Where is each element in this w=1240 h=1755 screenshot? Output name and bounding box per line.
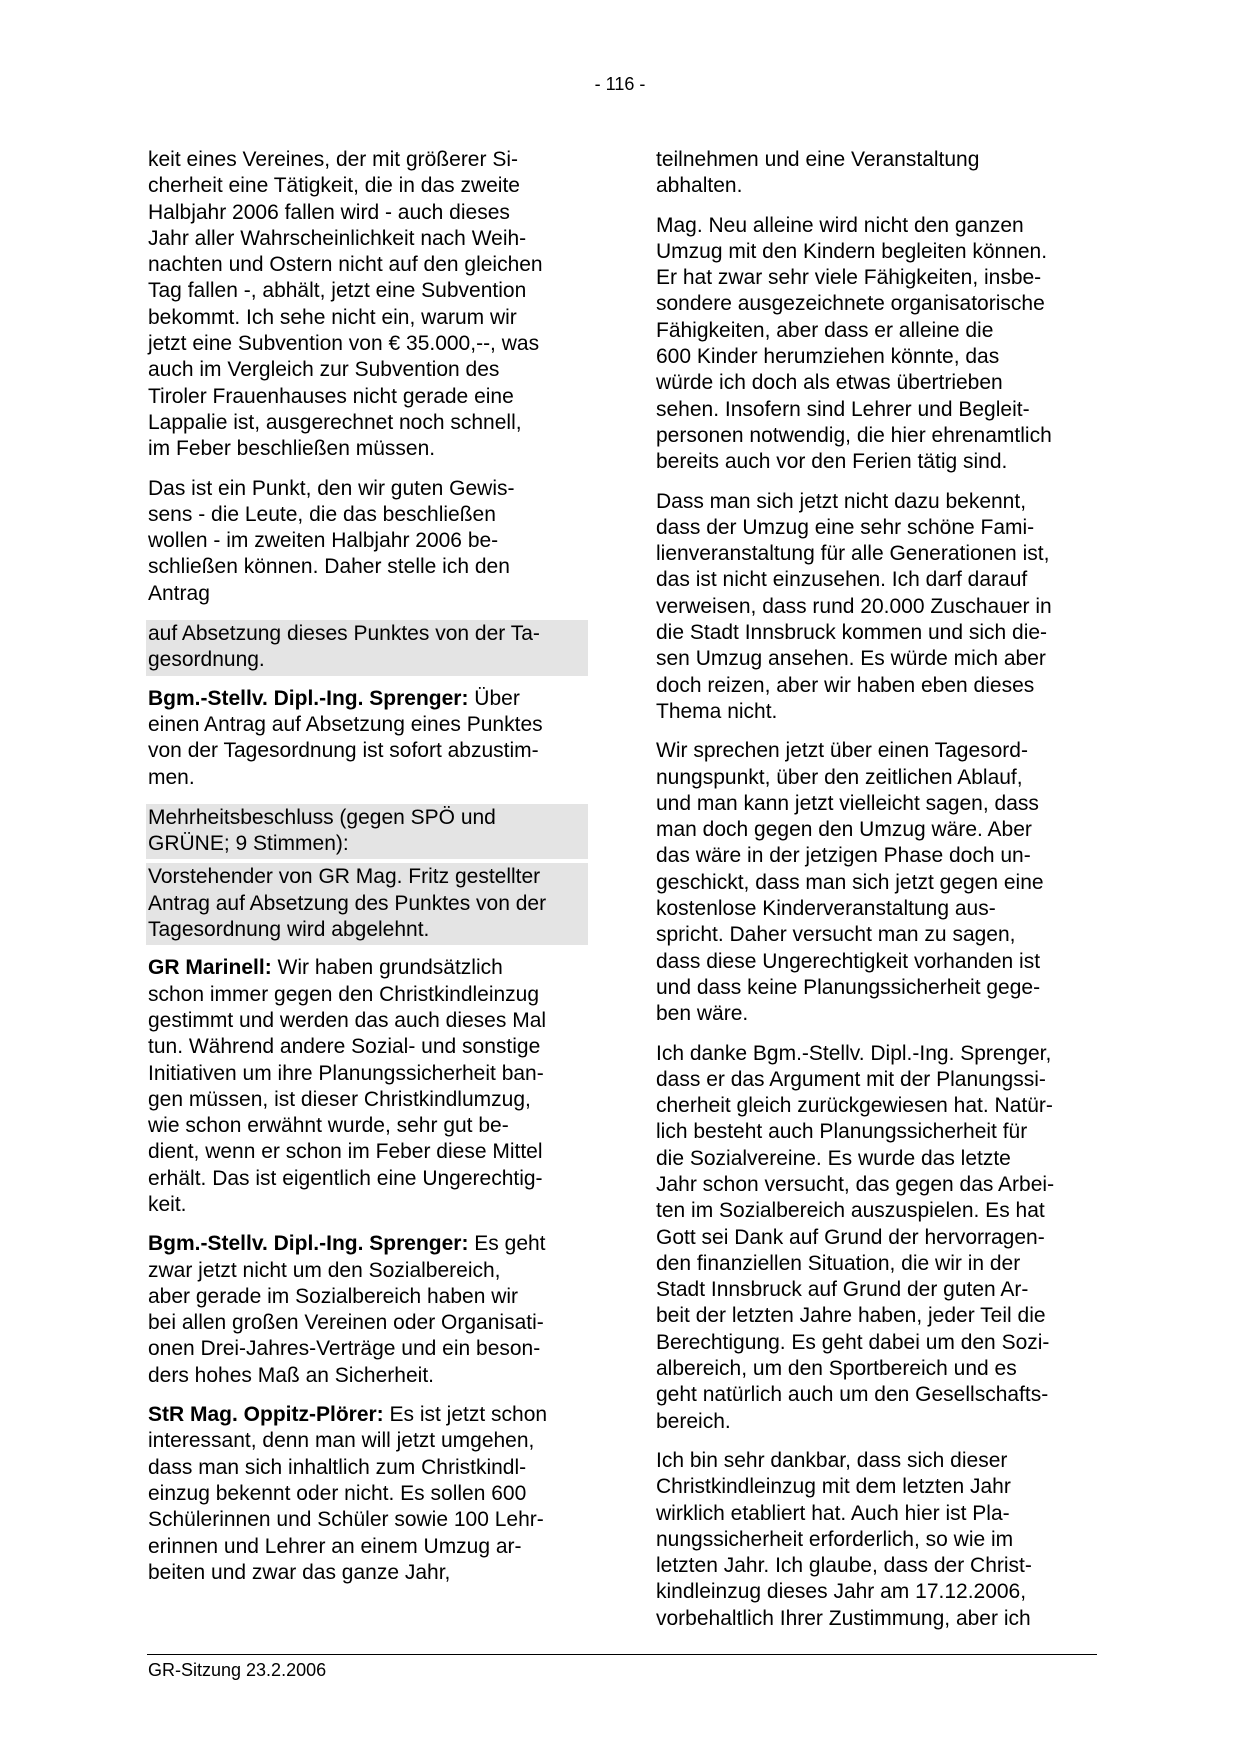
text-line: einen Antrag auf Absetzung eines Punktes: [148, 712, 543, 736]
text-line: die Stadt Innsbruck kommen und sich die-: [656, 621, 1048, 645]
text-line: bereich.: [656, 1409, 731, 1433]
text-line: doch reizen, aber wir haben eben dieses: [656, 673, 1035, 697]
text-line: das wäre in der jetzigen Phase doch un-: [656, 844, 1031, 868]
paragraph: [656, 738, 1096, 1027]
text-line: sen Umzug ansehen. Es würde mich aber: [656, 647, 1046, 671]
text-line: Antrag: [148, 581, 210, 605]
text-line: kindleinzug dieses Jahr am 17.12.2006,: [656, 1580, 1027, 1604]
text-line: gesordnung.: [148, 648, 265, 672]
text-line: sehen. Insofern sind Lehrer und Begleit-: [656, 397, 1030, 421]
text-line: letzten Jahr. Ich glaube, dass der Christ-: [656, 1554, 1032, 1578]
text-line: geht natürlich auch um den Gesellschafts-: [656, 1383, 1049, 1407]
text-line: auch im Vergleich zur Subvention des: [148, 358, 500, 382]
text-line: [148, 955, 588, 981]
paragraph: [148, 147, 588, 463]
text-line: beit der letzten Jahre haben, jeder Teil die: [656, 1304, 1046, 1328]
text-line: Umzug mit den Kindern begleiten können.: [656, 239, 1048, 263]
text-line: Jahr schon versucht, das gegen das Arbei-: [656, 1172, 1055, 1196]
text-line: sondere ausgezeichnete organisatorische: [656, 292, 1045, 316]
text-line: 600 Kinder herumziehen könnte, das: [656, 345, 1000, 369]
paragraph: [656, 1448, 1096, 1632]
speech-paragraph: [148, 686, 588, 791]
text-line: erinnen und Lehrer an einem Umzug ar-: [148, 1534, 522, 1558]
text-line: Er hat zwar sehr viele Fähigkeiten, insbe-: [656, 266, 1042, 290]
text-line: und man kann jetzt vielleicht sagen, dass: [656, 791, 1039, 815]
text-line: bei allen großen Vereinen oder Organisati-: [148, 1311, 544, 1335]
text-line: wirklich etabliert hat. Auch hier ist Pla-: [656, 1501, 1010, 1525]
text-line: Berechtigung. Es geht dabei um den Sozi-: [656, 1330, 1050, 1354]
text-line: albereich, um den Sportbereich und es: [656, 1357, 1017, 1381]
text-line: Tag fallen -, abhält, jetzt eine Subvention: [148, 279, 527, 303]
text-line: kostenlose Kinderveranstaltung aus-: [656, 897, 996, 921]
text-line: Wir sprechen jetzt über einen Tagesord-: [656, 739, 1028, 763]
text-line: keit.: [148, 1192, 187, 1216]
text-line: GRÜNE; 9 Stimmen):: [148, 832, 349, 856]
paragraph: [656, 147, 1096, 200]
text-line: nungspunkt, über den zeitlichen Ablauf,: [656, 765, 1023, 789]
text-line: Das ist ein Punkt, den wir guten Gewis-: [148, 476, 515, 500]
text-line: interessant, denn man will jetzt umgehen,: [148, 1429, 535, 1453]
text-line: und dass keine Planungssicherheit gege-: [656, 975, 1041, 999]
text-line: Thema nicht.: [656, 699, 778, 723]
paragraph: [656, 489, 1096, 726]
text-line: abhalten.: [656, 174, 743, 198]
text-line: [148, 1402, 588, 1428]
text-line: Halbjahr 2006 fallen wird - auch dieses: [148, 200, 510, 224]
right-column: [656, 147, 1096, 1645]
speech-paragraph: [148, 955, 588, 1218]
text-line: den finanziellen Situation, die wir in der: [656, 1251, 1021, 1275]
text-line: Schülerinnen und Schüler sowie 100 Lehr-: [148, 1508, 544, 1532]
speaker-name: GR Marinell:: [148, 956, 272, 980]
text-line: beiten und zwar das ganze Jahr,: [148, 1560, 451, 1584]
text-line: onen Drei-Jahres-Verträge und ein beson-: [148, 1337, 541, 1361]
text-line: wollen - im zweiten Halbjahr 2006 be-: [148, 529, 499, 553]
text-line: Ich danke Bgm.-Stellv. Dipl.-Ing. Sprenger,: [656, 1041, 1052, 1065]
paragraph: [656, 213, 1096, 476]
text-line: dass diese Ungerechtigkeit vorhanden ist: [656, 949, 1041, 973]
footer-divider: [147, 1654, 1097, 1655]
text-line: gestimmt und werden das auch dieses Mal: [148, 1008, 547, 1032]
text-line: würde ich doch als etwas übertrieben: [656, 371, 1003, 395]
text-line: ben wäre.: [656, 1002, 749, 1026]
text-line: ten im Sozialbereich auszuspielen. Es hat: [656, 1199, 1045, 1223]
text-line: Mag. Neu alleine wird nicht den ganzen: [656, 213, 1024, 237]
text-line: im Feber beschließen müssen.: [148, 437, 436, 461]
speech-paragraph: [148, 1231, 588, 1389]
text-line: verweisen, dass rund 20.000 Zuschauer in: [656, 594, 1052, 618]
speech-text: Wir haben grundsätzlich: [271, 956, 503, 980]
text-line: Vorstehender von GR Mag. Fritz gestellter: [148, 865, 541, 889]
text-line: Fähigkeiten, aber dass er alleine die: [656, 318, 994, 342]
text-line: Initiativen um ihre Planungssicherheit ban-: [148, 1061, 544, 1085]
speech-text: Es ist jetzt schon: [383, 1403, 548, 1427]
text-line: personen notwendig, die hier ehrenamtlich: [656, 423, 1052, 447]
text-line: men.: [148, 765, 195, 789]
text-line: cherheit gleich zurückgewiesen hat. Natür-: [656, 1094, 1053, 1118]
text-line: Stadt Innsbruck auf Grund der guten Ar-: [656, 1278, 1029, 1302]
text-line: bereits auch vor den Ferien tätig sind.: [656, 450, 1008, 474]
text-line: Tagesordnung wird abgelehnt.: [148, 918, 430, 942]
text-line: schließen können. Daher stelle ich den: [148, 555, 510, 579]
text-line: vorbehaltlich Ihrer Zustimmung, aber ich: [656, 1606, 1031, 1630]
text-line: nungssicherheit erforderlich, so wie im: [656, 1527, 1014, 1551]
text-line: Tiroler Frauenhauses nicht gerade eine: [148, 384, 514, 408]
text-line: Jahr aller Wahrscheinlichkeit nach Weih-: [148, 226, 527, 250]
text-line: einzug bekennt oder nicht. Es sollen 600: [148, 1481, 527, 1505]
footer-session-label: GR-Sitzung 23.2.2006: [148, 1660, 327, 1680]
text-line: dass er das Argument mit der Planungssi-: [656, 1067, 1046, 1091]
result-highlight: [146, 863, 588, 945]
speech-text: Über: [468, 686, 520, 710]
text-line: Antrag auf Absetzung des Punktes von der: [148, 891, 547, 915]
paragraph: [148, 476, 588, 607]
text-line: bekommt. Ich sehe nicht ein, warum wir: [148, 305, 517, 329]
text-line: man doch gegen den Umzug wäre. Aber: [656, 818, 1032, 842]
text-line: geschickt, dass man sich jetzt gegen eine: [656, 870, 1044, 894]
speech-paragraph: [148, 1402, 588, 1586]
motion-highlight: [146, 620, 588, 676]
text-line: auf Absetzung dieses Punktes von der Ta-: [148, 622, 540, 646]
text-line: [148, 1231, 588, 1257]
text-line: nachten und Ostern nicht auf den gleichen: [148, 253, 543, 277]
text-line: Ich bin sehr dankbar, dass sich dieser: [656, 1448, 1008, 1472]
speech-text: Es geht: [468, 1232, 546, 1256]
text-line: keit eines Vereines, der mit größerer Si-: [148, 148, 518, 171]
text-line: von der Tagesordnung ist sofort abzustim-: [148, 739, 539, 763]
text-line: dient, wenn er schon im Feber diese Mittel: [148, 1140, 543, 1164]
text-line: dass der Umzug eine sehr schöne Fami-: [656, 515, 1035, 539]
text-line: Lappalie ist, ausgerechnet noch schnell,: [148, 410, 522, 434]
text-line: spricht. Daher versucht man zu sagen,: [656, 923, 1016, 947]
speaker-name: Bgm.-Stellv. Dipl.-Ing. Sprenger:: [148, 686, 469, 710]
text-line: Gott sei Dank auf Grund der hervorragen-: [656, 1225, 1045, 1249]
text-line: gen müssen, ist dieser Christkindlumzug,: [148, 1087, 531, 1111]
text-line: das ist nicht einzusehen. Ich darf darauf: [656, 568, 1028, 592]
text-line: teilnehmen und eine Veranstaltung: [656, 148, 980, 171]
text-line: sens - die Leute, die das beschließen: [148, 502, 496, 526]
speaker-name: Bgm.-Stellv. Dipl.-Ing. Sprenger:: [148, 1232, 469, 1256]
text-line: schon immer gegen den Christkindleinzug: [148, 982, 540, 1006]
page-number: - 116 -: [594, 74, 646, 94]
vote-highlight: [146, 804, 588, 860]
text-line: lich besteht auch Planungssicherheit für: [656, 1120, 1028, 1144]
text-line: Christkindleinzug mit dem letzten Jahr: [656, 1475, 1011, 1499]
speaker-name: StR Mag. Oppitz-Plörer:: [148, 1403, 384, 1427]
text-line: ders hohes Maß an Sicherheit.: [148, 1363, 434, 1387]
text-line: erhält. Das ist eigentlich eine Ungerechtig-: [148, 1166, 543, 1190]
text-line: zwar jetzt nicht um den Sozialbereich,: [148, 1258, 501, 1282]
text-line: [148, 686, 588, 712]
left-column: [148, 147, 588, 1599]
text-line: cherheit eine Tätigkeit, die in das zweite: [148, 174, 520, 198]
text-line: wie schon erwähnt wurde, sehr gut be-: [148, 1114, 509, 1138]
paragraph: [656, 1041, 1096, 1435]
text-line: jetzt eine Subvention von € 35.000,--, was: [148, 332, 540, 356]
text-line: die Sozialvereine. Es wurde das letzte: [656, 1146, 1011, 1170]
text-line: Dass man sich jetzt nicht dazu bekennt,: [656, 489, 1027, 513]
text-line: tun. Während andere Sozial- und sonstige: [148, 1035, 541, 1059]
text-line: Mehrheitsbeschluss (gegen SPÖ und: [148, 805, 496, 829]
text-line: aber gerade im Sozialbereich haben wir: [148, 1284, 519, 1308]
text-line: dass man sich inhaltlich zum Christkindl-: [148, 1455, 527, 1479]
text-line: lienveranstaltung für alle Generationen ist,: [656, 542, 1050, 566]
